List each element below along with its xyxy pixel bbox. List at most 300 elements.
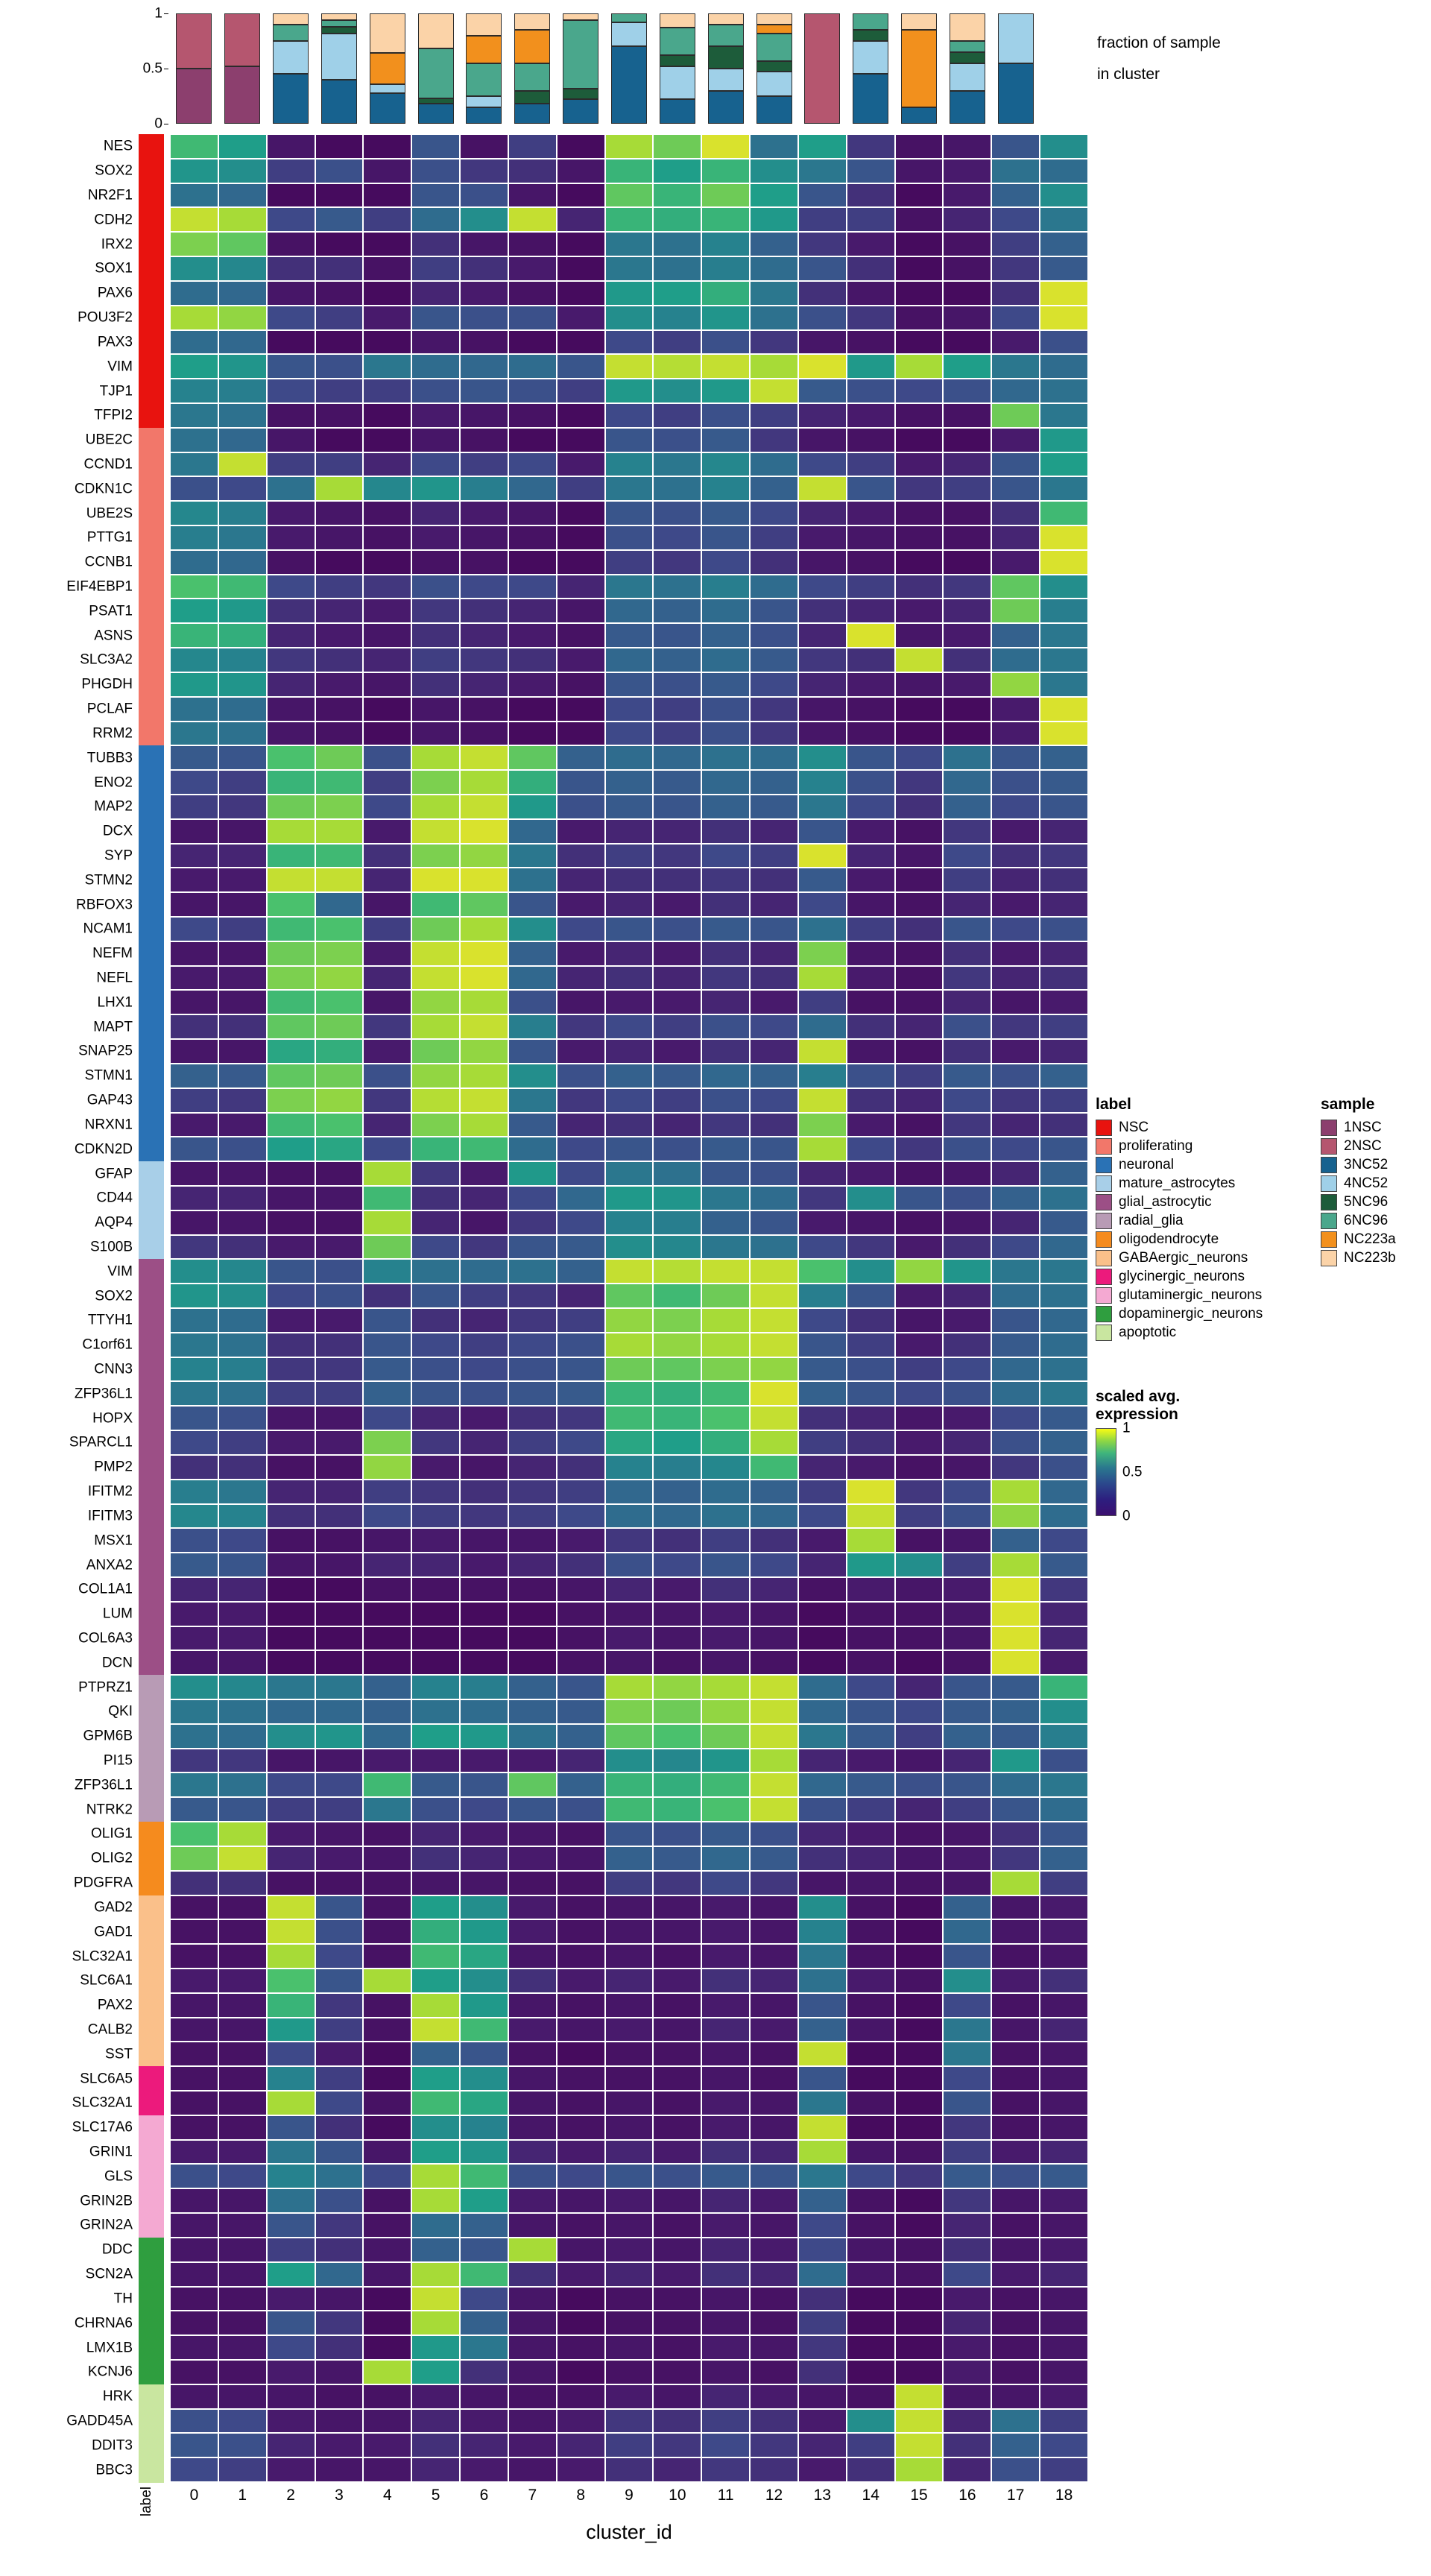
heatmap-cell: [653, 1528, 701, 1553]
heatmap-cell: [1040, 281, 1088, 306]
heatmap-cell: [847, 2066, 895, 2091]
heatmap-cell: [218, 403, 267, 428]
heatmap-cell: [943, 1944, 991, 1969]
heatmap-cell: [750, 1480, 798, 1504]
heatmap-cell: [701, 648, 750, 672]
heatmap-cell: [605, 2335, 654, 2360]
heatmap-cell: [847, 1039, 895, 1064]
heatmap-cell: [895, 428, 944, 452]
heatmap-row: [170, 1822, 1088, 1846]
heatmap-cell: [750, 1430, 798, 1455]
heatmap-cell: [798, 1235, 847, 1260]
heatmap-cell: [653, 2384, 701, 2409]
heatmap-cell: [895, 403, 944, 428]
label-strip-cell: [139, 1553, 164, 1577]
legend-label-item[interactable]: [1096, 1193, 1263, 1211]
heatmap-cell: [798, 1724, 847, 1749]
heatmap-cell: [460, 1602, 508, 1626]
heatmap-cell: [991, 476, 1040, 501]
heatmap-cell: [750, 501, 798, 525]
legend-label-item[interactable]: [1096, 1286, 1263, 1304]
heatmap-cell: [750, 623, 798, 648]
heatmap-cell: [315, 2433, 364, 2457]
gene-label: PMP2: [94, 1459, 133, 1475]
heatmap-cell: [460, 599, 508, 623]
heatmap-cell: [895, 476, 944, 501]
legend-label-swatch-icon: [1096, 1138, 1112, 1155]
heatmap-cell: [895, 2018, 944, 2042]
heatmap-cell: [991, 575, 1040, 599]
heatmap-cell: [218, 1064, 267, 1088]
heatmap-cell: [557, 1871, 605, 1895]
legend-label-item[interactable]: [1096, 1304, 1263, 1323]
bar-segment: [901, 13, 937, 30]
heatmap-cell: [267, 1993, 315, 2018]
label-strip-cell: [139, 1259, 164, 1284]
heatmap-cell: [218, 941, 267, 966]
heatmap-cell: [363, 550, 411, 575]
heatmap-cell: [411, 819, 460, 844]
heatmap-cell: [750, 648, 798, 672]
heatmap-cell: [701, 2238, 750, 2262]
heatmap-cell: [943, 1161, 991, 1186]
heatmap-cell: [460, 1944, 508, 1969]
heatmap-cell: [218, 1284, 267, 1308]
heatmap-cell: [170, 1064, 218, 1088]
heatmap-cell: [750, 1064, 798, 1088]
heatmap-cell: [701, 1553, 750, 1577]
heatmap-cell: [895, 1650, 944, 1675]
heatmap-cell: [411, 1772, 460, 1797]
heatmap-cell: [557, 1014, 605, 1039]
bar-segment: [804, 13, 840, 124]
heatmap-cell: [1040, 990, 1088, 1014]
heatmap-cell: [653, 1333, 701, 1357]
heatmap-cell: [991, 1357, 1040, 1382]
heatmap-cell: [798, 1919, 847, 1944]
heatmap-cell: [508, 2164, 557, 2188]
heatmap-cell: [701, 379, 750, 403]
heatmap-cell: [1040, 1357, 1088, 1382]
gene-label: MAPT: [93, 1019, 133, 1035]
gene-label: SOX1: [95, 260, 133, 277]
heatmap-cell: [315, 1381, 364, 1406]
label-strip-cell: [139, 452, 164, 477]
heatmap-cell: [218, 232, 267, 256]
heatmap-cell: [557, 672, 605, 697]
heatmap-cell: [315, 1259, 364, 1284]
label-strip-cell: [139, 134, 164, 159]
heatmap-cell: [315, 428, 364, 452]
heatmap-cell: [315, 281, 364, 306]
heatmap-cell: [460, 745, 508, 770]
heatmap-row: [170, 476, 1088, 501]
heatmap-cell: [798, 1161, 847, 1186]
heatmap-cell: [653, 745, 701, 770]
heatmap-cell: [267, 2164, 315, 2188]
label-strip-cell: [139, 1919, 164, 1944]
x-tick: 5: [431, 2487, 440, 2504]
heatmap-cell: [315, 2213, 364, 2238]
heatmap-cell: [895, 1113, 944, 1137]
label-strip-cell: [139, 1161, 164, 1186]
heatmap-cell: [653, 2115, 701, 2140]
heatmap-cell: [267, 697, 315, 722]
legend-sample-item[interactable]: [1321, 1193, 1396, 1211]
heatmap-cell: [218, 183, 267, 208]
heatmap-cell: [701, 232, 750, 256]
gene-label: POU3F2: [78, 309, 133, 326]
heatmap-cell: [750, 159, 798, 183]
heatmap-cell: [460, 722, 508, 746]
legend-label-item[interactable]: [1096, 1137, 1263, 1155]
heatmap-cell: [411, 550, 460, 575]
heatmap-cell: [363, 159, 411, 183]
heatmap-cell: [363, 2287, 411, 2311]
heatmap-cell: [943, 672, 991, 697]
gene-label: IFITM3: [87, 1508, 133, 1524]
heatmap-cell: [363, 428, 411, 452]
heatmap-cell: [170, 697, 218, 722]
bar-segment: [176, 13, 212, 69]
heatmap-cell: [991, 1455, 1040, 1480]
heatmap-cell: [508, 697, 557, 722]
heatmap-cell: [701, 1186, 750, 1210]
legend-label-item[interactable]: [1096, 1267, 1263, 1286]
heatmap-cell: [218, 1626, 267, 1651]
heatmap-cell: [315, 2140, 364, 2165]
heatmap-cell: [267, 2091, 315, 2115]
heatmap-cell: [847, 2457, 895, 2482]
heatmap-cell: [653, 1749, 701, 1773]
gene-label: GAD2: [94, 1899, 133, 1916]
heatmap-cell: [460, 1650, 508, 1675]
label-strip-cell: [139, 1797, 164, 1822]
heatmap-cell: [605, 1993, 654, 2018]
legend-sample-item[interactable]: [1321, 1230, 1396, 1248]
heatmap-cell: [750, 476, 798, 501]
bar-segment: [466, 96, 502, 107]
heatmap-cell: [557, 1528, 605, 1553]
heatmap-cell: [943, 1430, 991, 1455]
label-strip-cell: [139, 2384, 164, 2409]
heatmap-cell: [411, 697, 460, 722]
heatmap-cell: [218, 1577, 267, 1602]
heatmap-cell: [363, 1969, 411, 1993]
heatmap-cell: [1040, 1602, 1088, 1626]
bar-segment: [756, 34, 792, 61]
label-strip-cell: [139, 2287, 164, 2311]
heatmap-cell: [798, 2018, 847, 2042]
heatmap-cell: [701, 2457, 750, 2482]
gene-label: PTTG1: [86, 529, 133, 546]
heatmap-cell: [315, 917, 364, 941]
heatmap-cell: [750, 2213, 798, 2238]
heatmap-cell: [895, 1577, 944, 1602]
heatmap-cell: [218, 1846, 267, 1871]
heatmap-cell: [943, 1014, 991, 1039]
heatmap-cell: [557, 2262, 605, 2287]
heatmap-cell: [460, 159, 508, 183]
heatmap-cell: [508, 159, 557, 183]
heatmap-cell: [991, 1553, 1040, 1577]
heatmap-cell: [557, 697, 605, 722]
heatmap-cell: [411, 2287, 460, 2311]
legend-label-item[interactable]: [1096, 1248, 1263, 1267]
heatmap-cell: [218, 1944, 267, 1969]
heatmap-cell: [315, 183, 364, 208]
heatmap-cell: [218, 2287, 267, 2311]
heatmap-cell: [315, 1650, 364, 1675]
heatmap-cell: [1040, 354, 1088, 379]
heatmap-cell: [895, 745, 944, 770]
heatmap-cell: [170, 1455, 218, 1480]
label-strip-cell: [139, 306, 164, 330]
heatmap-cell: [460, 306, 508, 330]
heatmap-cell: [847, 1919, 895, 1944]
heatmap-row: [170, 183, 1088, 208]
heatmap-cell: [895, 868, 944, 892]
heatmap-cell: [460, 1039, 508, 1064]
heatmap-cell: [411, 722, 460, 746]
heatmap-cell: [411, 1284, 460, 1308]
legend-sample-item[interactable]: [1321, 1248, 1396, 1267]
heatmap-cell: [460, 452, 508, 477]
heatmap-cell: [653, 1553, 701, 1577]
heatmap-cell: [653, 1944, 701, 1969]
heatmap-cell: [267, 1137, 315, 1161]
heatmap-cell: [943, 1626, 991, 1651]
heatmap-cell: [170, 183, 218, 208]
gene-label: AQP4: [95, 1214, 133, 1231]
heatmap-cell: [460, 1186, 508, 1210]
heatmap-cell: [315, 1357, 364, 1382]
heatmap-cell: [218, 1553, 267, 1577]
heatmap-cell: [847, 1822, 895, 1846]
heatmap-cell: [943, 2287, 991, 2311]
heatmap-cell: [798, 2335, 847, 2360]
legend-label-item[interactable]: [1096, 1118, 1263, 1137]
gene-labels: [0, 134, 133, 2482]
heatmap-cell: [701, 501, 750, 525]
x-tick: 17: [1007, 2487, 1025, 2504]
heatmap-cell: [170, 1602, 218, 1626]
heatmap-row: [170, 892, 1088, 917]
heatmap-cell: [508, 550, 557, 575]
heatmap-cell: [1040, 1039, 1088, 1064]
heatmap-cell: [991, 452, 1040, 477]
heatmap-cell: [798, 2042, 847, 2066]
heatmap-cell: [991, 281, 1040, 306]
legend-sample-item[interactable]: [1321, 1137, 1396, 1155]
gene-label: OLIG2: [91, 1850, 133, 1866]
heatmap-cell: [508, 1871, 557, 1895]
heatmap-cell: [1040, 2115, 1088, 2140]
heatmap-cell: [1040, 745, 1088, 770]
heatmap-cell: [847, 697, 895, 722]
heatmap-cell: [895, 2091, 944, 2115]
legend-sample-item[interactable]: [1321, 1211, 1396, 1230]
heatmap-cell: [218, 1014, 267, 1039]
heatmap-cell: [847, 2262, 895, 2287]
heatmap-cell: [653, 868, 701, 892]
heatmap-cell: [653, 1772, 701, 1797]
heatmap-cell: [508, 990, 557, 1014]
heatmap-cell: [363, 844, 411, 868]
heatmap-cell: [460, 1626, 508, 1651]
heatmap-cell: [267, 990, 315, 1014]
heatmap-cell: [170, 1650, 218, 1675]
heatmap-cell: [750, 207, 798, 232]
heatmap-cell: [701, 476, 750, 501]
bar-segment: [370, 13, 405, 53]
heatmap-cell: [170, 1797, 218, 1822]
heatmap-cell: [170, 844, 218, 868]
heatmap-cell: [653, 1113, 701, 1137]
heatmap-cell: [557, 2335, 605, 2360]
heatmap-cell: [218, 1871, 267, 1895]
heatmap-cell: [170, 819, 218, 844]
heatmap-row: [170, 232, 1088, 256]
heatmap-cell: [943, 1675, 991, 1699]
heatmap-cell: [895, 795, 944, 819]
heatmap-cell: [411, 1161, 460, 1186]
heatmap-cell: [218, 1749, 267, 1773]
heatmap-cell: [798, 306, 847, 330]
legend-label-item[interactable]: [1096, 1230, 1263, 1248]
heatmap-cell: [798, 1088, 847, 1113]
label-strip-cell: [139, 476, 164, 501]
legend-label-item[interactable]: [1096, 1323, 1263, 1342]
heatmap-cell: [315, 403, 364, 428]
sample-fraction-bar: [708, 13, 744, 124]
gene-label: OLIG1: [91, 1825, 133, 1842]
heatmap-cell: [943, 1235, 991, 1260]
heatmap-cell: [411, 1039, 460, 1064]
gene-label: STMN1: [84, 1067, 133, 1084]
heatmap-cell: [170, 941, 218, 966]
heatmap-cell: [508, 2360, 557, 2384]
heatmap-cell: [605, 354, 654, 379]
heatmap-cell: [170, 476, 218, 501]
heatmap-cell: [411, 452, 460, 477]
legend-sample-item[interactable]: [1321, 1118, 1396, 1137]
heatmap-cell: [411, 1846, 460, 1871]
legend-label-label: proliferating: [1119, 1138, 1193, 1154]
heatmap-cell: [653, 2335, 701, 2360]
label-strip-cell: [139, 2188, 164, 2213]
heatmap-cell: [750, 697, 798, 722]
heatmap-cell: [750, 2262, 798, 2287]
heatmap-cell: [750, 403, 798, 428]
heatmap-cell: [267, 2311, 315, 2335]
heatmap-cell: [508, 2066, 557, 2091]
heatmap-cell: [411, 1504, 460, 1529]
legend-sample-swatch-icon: [1321, 1120, 1337, 1136]
legend-label-swatch-icon: [1096, 1269, 1112, 1285]
bar-segment: [370, 84, 405, 93]
heatmap-cell: [701, 1944, 750, 1969]
heatmap-cell: [315, 2042, 364, 2066]
legend-sample-item[interactable]: [1321, 1155, 1396, 1174]
label-strip-cell: [139, 1822, 164, 1846]
label-strip-cell: [139, 2335, 164, 2360]
heatmap-cell: [605, 1749, 654, 1773]
gene-label: SLC6A5: [80, 2071, 133, 2087]
heatmap-cell: [943, 819, 991, 844]
heatmap-cell: [991, 672, 1040, 697]
heatmap-cell: [315, 1186, 364, 1210]
heatmap-cell: [605, 550, 654, 575]
legend-sample-item[interactable]: [1321, 1174, 1396, 1193]
heatmap-cell: [363, 1846, 411, 1871]
heatmap-row: [170, 819, 1088, 844]
legend-label-item[interactable]: [1096, 1155, 1263, 1174]
gene-label: SYP: [104, 847, 133, 864]
heatmap-cell: [508, 648, 557, 672]
heatmap-cell: [895, 1088, 944, 1113]
gene-label: NRXN1: [84, 1117, 133, 1133]
legend-label-swatch-icon: [1096, 1231, 1112, 1248]
heatmap-cell: [411, 1210, 460, 1235]
heatmap-cell: [847, 2188, 895, 2213]
heatmap-cell: [363, 1626, 411, 1651]
heatmap-cell: [991, 256, 1040, 281]
heatmap-cell: [170, 1919, 218, 1944]
heatmap-cell: [411, 2066, 460, 2091]
gene-label: MAP2: [94, 798, 133, 815]
heatmap-cell: [895, 1797, 944, 1822]
expression-heatmap: [170, 134, 1088, 2482]
heatmap-cell: [267, 1480, 315, 1504]
heatmap-cell: [701, 745, 750, 770]
heatmap-cell: [653, 256, 701, 281]
heatmap-cell: [218, 1333, 267, 1357]
heatmap-cell: [798, 2188, 847, 2213]
heatmap-cell: [508, 2262, 557, 2287]
heatmap-cell: [218, 1039, 267, 1064]
legend-label: [1096, 1096, 1263, 1342]
heatmap-cell: [605, 1210, 654, 1235]
heatmap-cell: [267, 623, 315, 648]
heatmap-cell: [508, 476, 557, 501]
heatmap-cell: [701, 1406, 750, 1430]
heatmap-cell: [895, 1235, 944, 1260]
heatmap-cell: [847, 1993, 895, 2018]
heatmap-cell: [1040, 1430, 1088, 1455]
heatmap-cell: [218, 2066, 267, 2091]
heatmap-cell: [460, 1749, 508, 1773]
heatmap-cell: [798, 2140, 847, 2165]
heatmap-row: [170, 1602, 1088, 1626]
heatmap-cell: [653, 819, 701, 844]
heatmap-cell: [557, 599, 605, 623]
heatmap-cell: [267, 1381, 315, 1406]
heatmap-cell: [847, 281, 895, 306]
legend-label-item[interactable]: [1096, 1174, 1263, 1193]
heatmap-cell: [267, 2287, 315, 2311]
legend-label-item[interactable]: [1096, 1211, 1263, 1230]
heatmap-cell: [363, 1797, 411, 1822]
heatmap-cell: [170, 1822, 218, 1846]
heatmap-cell: [847, 256, 895, 281]
x-tick: 11: [717, 2487, 734, 2504]
heatmap-cell: [218, 1137, 267, 1161]
heatmap-cell: [557, 1919, 605, 1944]
heatmap-cell: [701, 2164, 750, 2188]
heatmap-cell: [943, 1895, 991, 1920]
legend-sample-label: 5NC96: [1344, 1194, 1389, 1210]
